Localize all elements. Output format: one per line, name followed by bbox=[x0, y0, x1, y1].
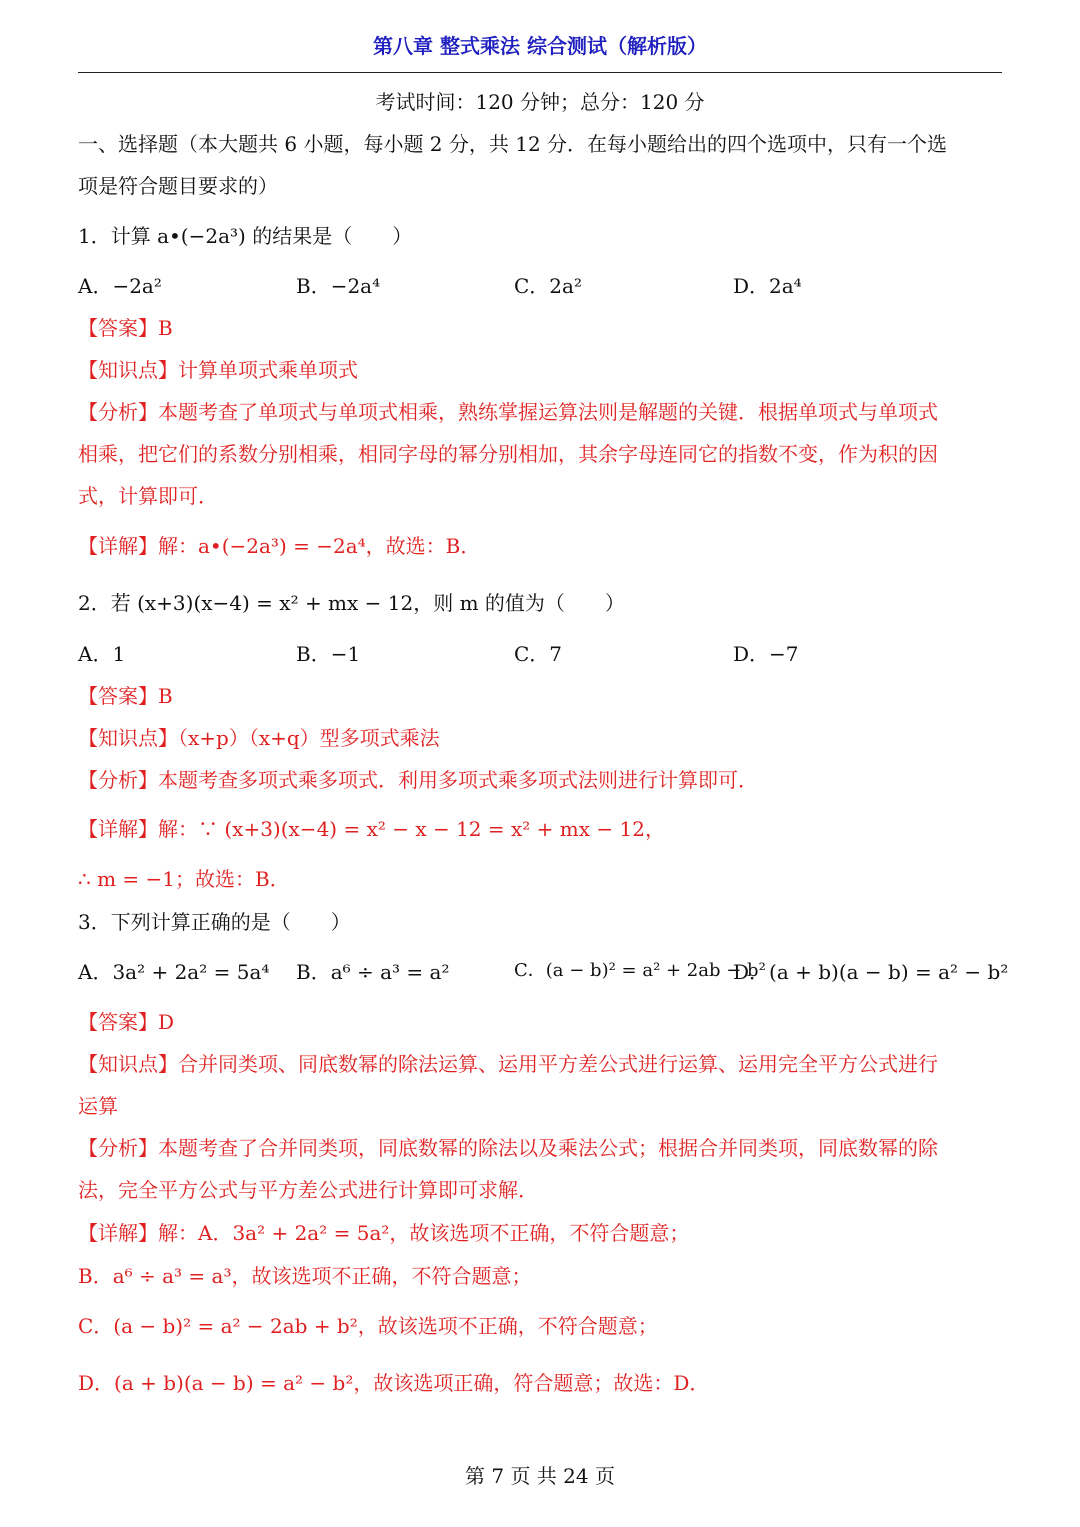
q3-detail-a: 【详解】解：A．3a² + 2a² = 5a²，故该选项不正确，不符合题意； bbox=[78, 1221, 690, 1245]
q3-analysis-1: 【分析】本题考查了合并同类项，同底数幂的除法以及乘法公式；根据合并同类项，同底数幂的除 bbox=[78, 1136, 938, 1160]
q3-detail-b: B．a⁶ ÷ a³ = a³，故该选项不正确，不符合题意； bbox=[78, 1264, 532, 1288]
question-2-stem: 2．若 (x+3)(x−4) = x² + mx − 12，则 m 的值为（ ） bbox=[78, 591, 625, 615]
document-title: 第八章 整式乘法 综合测试（解析版） bbox=[373, 34, 707, 58]
q1-option-a: A．−2a² bbox=[78, 274, 162, 298]
q3-knowledge-2: 运算 bbox=[78, 1094, 118, 1118]
q3-detail-d: D．(a + b)(a − b) = a² − b²，故该选项正确，符合题意；故选：D． bbox=[78, 1371, 710, 1395]
q2-detail-1: 【详解】解：∵ (x+3)(x−4) = x² − x − 12 = x² + mx − 12， bbox=[78, 817, 665, 841]
q2-knowledge: 【知识点】（x+p）（x+q）型多项式乘法 bbox=[78, 726, 440, 750]
q1-analysis-1: 【分析】本题考查了单项式与单项式相乘，熟练掌握运算法则是解题的关键．根据单项式与单项式 bbox=[78, 400, 938, 424]
q2-option-c: C．7 bbox=[514, 642, 563, 666]
q2-option-b: B．−1 bbox=[296, 642, 361, 666]
q1-option-b: B．−2a⁴ bbox=[296, 274, 381, 298]
q1-analysis-3: 式，计算即可． bbox=[78, 484, 218, 508]
section-heading-cont: 项是符合题目要求的） bbox=[78, 174, 278, 198]
header-divider bbox=[78, 72, 1002, 73]
exam-info: 考试时间：120 分钟；总分：120 分 bbox=[375, 90, 705, 114]
q2-option-a: A．1 bbox=[78, 642, 126, 666]
q1-option-c: C．2a² bbox=[514, 274, 582, 298]
q3-analysis-2: 法，完全平方公式与平方差公式进行计算即可求解． bbox=[78, 1178, 538, 1202]
q1-analysis-2: 相乘，把它们的系数分别相乘，相同字母的幂分别相加，其余字母连同它的指数不变，作为积的因 bbox=[78, 442, 938, 466]
q3-knowledge-1: 【知识点】合并同类项、同底数幂的除法运算、运用平方差公式进行运算、运用完全平方公式进行 bbox=[78, 1052, 938, 1076]
q3-answer: 【答案】D bbox=[78, 1010, 175, 1034]
q3-detail-c: C．(a − b)² = a² − 2ab + b²，故该选项不正确，不符合题意； bbox=[78, 1314, 658, 1338]
q1-option-d: D．2a⁴ bbox=[733, 274, 802, 298]
page-number: 第 7 页 共 24 页 bbox=[465, 1464, 615, 1488]
q2-detail-2: ∴ m = −1；故选：B． bbox=[78, 867, 290, 891]
q2-option-d: D．−7 bbox=[733, 642, 799, 666]
section-heading: 一、选择题（本大题共 6 小题，每小题 2 分，共 12 分．在每小题给出的四个选项中，只有一个选 bbox=[78, 132, 948, 156]
question-3-stem: 3．下列计算正确的是（ ） bbox=[78, 910, 351, 934]
q1-answer: 【答案】B bbox=[78, 316, 173, 340]
q3-option-a: A．3a² + 2a² = 5a⁴ bbox=[78, 960, 270, 984]
q2-answer: 【答案】B bbox=[78, 684, 173, 708]
q2-analysis: 【分析】本题考查多项式乘多项式．利用多项式乘多项式法则进行计算即可． bbox=[78, 768, 758, 792]
q1-knowledge: 【知识点】计算单项式乘单项式 bbox=[78, 358, 358, 382]
q1-detail: 【详解】解：a•(−2a³) = −2a⁴，故选：B． bbox=[78, 534, 481, 558]
q3-option-b: B．a⁶ ÷ a³ = a² bbox=[296, 960, 450, 984]
q3-option-c: C．(a − b)² = a² + 2ab − b² bbox=[514, 960, 766, 981]
q3-option-d: D．(a + b)(a − b) = a² − b² bbox=[733, 960, 1009, 984]
question-1-stem: 1．计算 a•(−2a³) 的结果是（ ） bbox=[78, 224, 413, 248]
